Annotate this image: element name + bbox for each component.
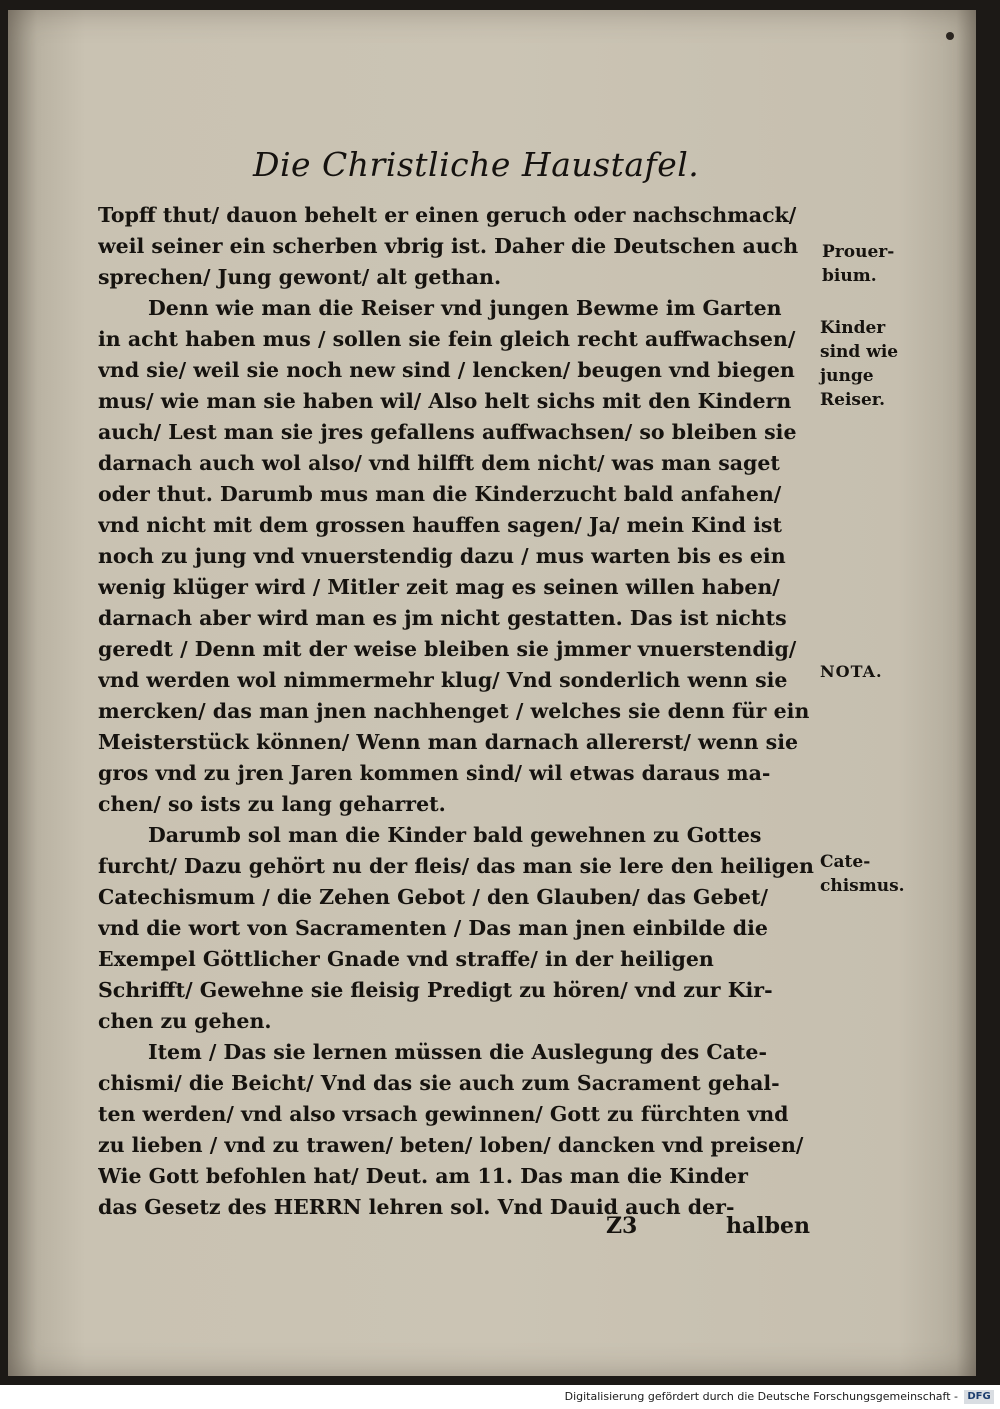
text-line: mercken/ das man jnen nachhenget / welches sie denn für ein bbox=[98, 699, 810, 723]
text-line: Exempel Göttlicher Gnade vnd straffe/ in der heiligen bbox=[98, 947, 714, 971]
text-line: mus/ wie man sie haben wil/ Also helt sichs mit den Kindern bbox=[98, 389, 792, 413]
marginal-note-line: Prouer- bbox=[822, 242, 895, 262]
body-text bbox=[98, 200, 818, 1223]
text-line: Meisterstück können/ Wenn man darnach allererst/ wenn sie bbox=[98, 730, 799, 754]
text-line: noch zu jung vnd vnuerstendig dazu / mus warten bis es ein bbox=[98, 544, 786, 568]
funding-credit: Digitalisierung gefördert durch die Deutsche Forschungsgemeinschaft - bbox=[564, 1390, 958, 1403]
text-line: sprechen/ Jung gewont/ alt gethan. bbox=[98, 265, 502, 289]
ink-spot bbox=[946, 32, 954, 40]
text-line: Wie Gott befohlen hat/ Deut. am 11. Das man die Kinder bbox=[98, 1164, 748, 1188]
marginal-note-kinder bbox=[820, 316, 898, 412]
marginal-note-line: Reiser. bbox=[820, 390, 886, 410]
text-line: Catechismum / die Zehen Gebot / den Glauben/ das Gebet/ bbox=[98, 885, 768, 909]
text-line: vnd werden wol nimmermehr klug/ Vnd sonderlich wenn sie bbox=[98, 668, 788, 692]
catchword: halben bbox=[726, 1213, 810, 1239]
signature-mark: Z3 bbox=[606, 1213, 638, 1239]
marginal-note-line: junge bbox=[820, 366, 874, 386]
text-line: chismi/ die Beicht/ Vnd das sie auch zum Sacrament gehal- bbox=[98, 1071, 780, 1095]
marginal-note-line: bium. bbox=[822, 266, 877, 286]
dfg-logo[interactable]: DFG bbox=[964, 1390, 994, 1404]
text-line: furcht/ Dazu gehört nu der fleis/ das man sie lere den heiligen bbox=[98, 854, 814, 878]
text-line: geredt / Denn mit der weise bleiben sie jmmer vnuerstendig/ bbox=[98, 637, 797, 661]
text-line: chen/ so ists zu lang geharret. bbox=[98, 792, 446, 816]
text-line: Denn wie man die Reiser vnd jungen Bewme im Garten bbox=[148, 296, 782, 320]
marginal-note-catechismus bbox=[820, 850, 905, 898]
marginal-note-line: Kinder bbox=[820, 318, 886, 338]
text-line: Item / Das sie lernen müssen die Auslegung des Cate- bbox=[148, 1040, 767, 1064]
book-page bbox=[8, 10, 976, 1376]
marginal-note-line: NOTA. bbox=[820, 662, 883, 681]
running-head: Die Christliche Haustafel. bbox=[253, 145, 700, 184]
marginal-note-line: Cate- bbox=[820, 852, 871, 872]
text-line: darnach aber wird man es jm nicht gestatten. Das ist nichts bbox=[98, 606, 787, 630]
footer-bar bbox=[0, 1385, 1000, 1409]
text-line: chen zu gehen. bbox=[98, 1009, 272, 1033]
text-line: darnach auch wol also/ vnd hilfft dem nicht/ was man saget bbox=[98, 451, 780, 475]
text-line: Darumb sol man die Kinder bald gewehnen zu Gottes bbox=[148, 823, 762, 847]
text-line: weil seiner ein scherben vbrig ist. Daher die Deutschen auch bbox=[98, 234, 799, 258]
text-line: Topff thut/ dauon behelt er einen geruch oder nachschmack/ bbox=[98, 203, 797, 227]
text-line: vnd nicht mit dem grossen hauffen sagen/ Ja/ mein Kind ist bbox=[98, 513, 782, 537]
text-line: ten werden/ vnd also vrsach gewinnen/ Gott zu fürchten vnd bbox=[98, 1102, 789, 1126]
text-line: Schrifft/ Gewehne sie fleisig Predigt zu hören/ vnd zur Kir- bbox=[98, 978, 773, 1002]
text-line: gros vnd zu jren Jaren kommen sind/ wil etwas daraus ma- bbox=[98, 761, 771, 785]
text-line: vnd die wort von Sacramenten / Das man jnen einbilde die bbox=[98, 916, 768, 940]
marginal-note-proverbium bbox=[822, 240, 894, 288]
marginal-note-line: chismus. bbox=[820, 876, 905, 896]
text-line: zu lieben / vnd zu trawen/ beten/ loben/ dancken vnd preisen/ bbox=[98, 1133, 804, 1157]
text-line: das Gesetz des HERRN lehren sol. Vnd Dauid auch der- bbox=[98, 1195, 735, 1219]
text-line: oder thut. Darumb mus man die Kinderzucht bald anfahen/ bbox=[98, 482, 782, 506]
text-line: vnd sie/ weil sie noch new sind / lencken/ beugen vnd biegen bbox=[98, 358, 795, 382]
text-line: auch/ Lest man sie jres gefallens auffwachsen/ so bleiben sie bbox=[98, 420, 797, 444]
marginal-note-nota bbox=[820, 660, 883, 684]
marginal-note-line: sind wie bbox=[820, 342, 899, 362]
text-line: in acht haben mus / sollen sie fein gleich recht auffwachsen/ bbox=[98, 327, 796, 351]
text-line: wenig klüger wird / Mitler zeit mag es seinen willen haben/ bbox=[98, 575, 780, 599]
